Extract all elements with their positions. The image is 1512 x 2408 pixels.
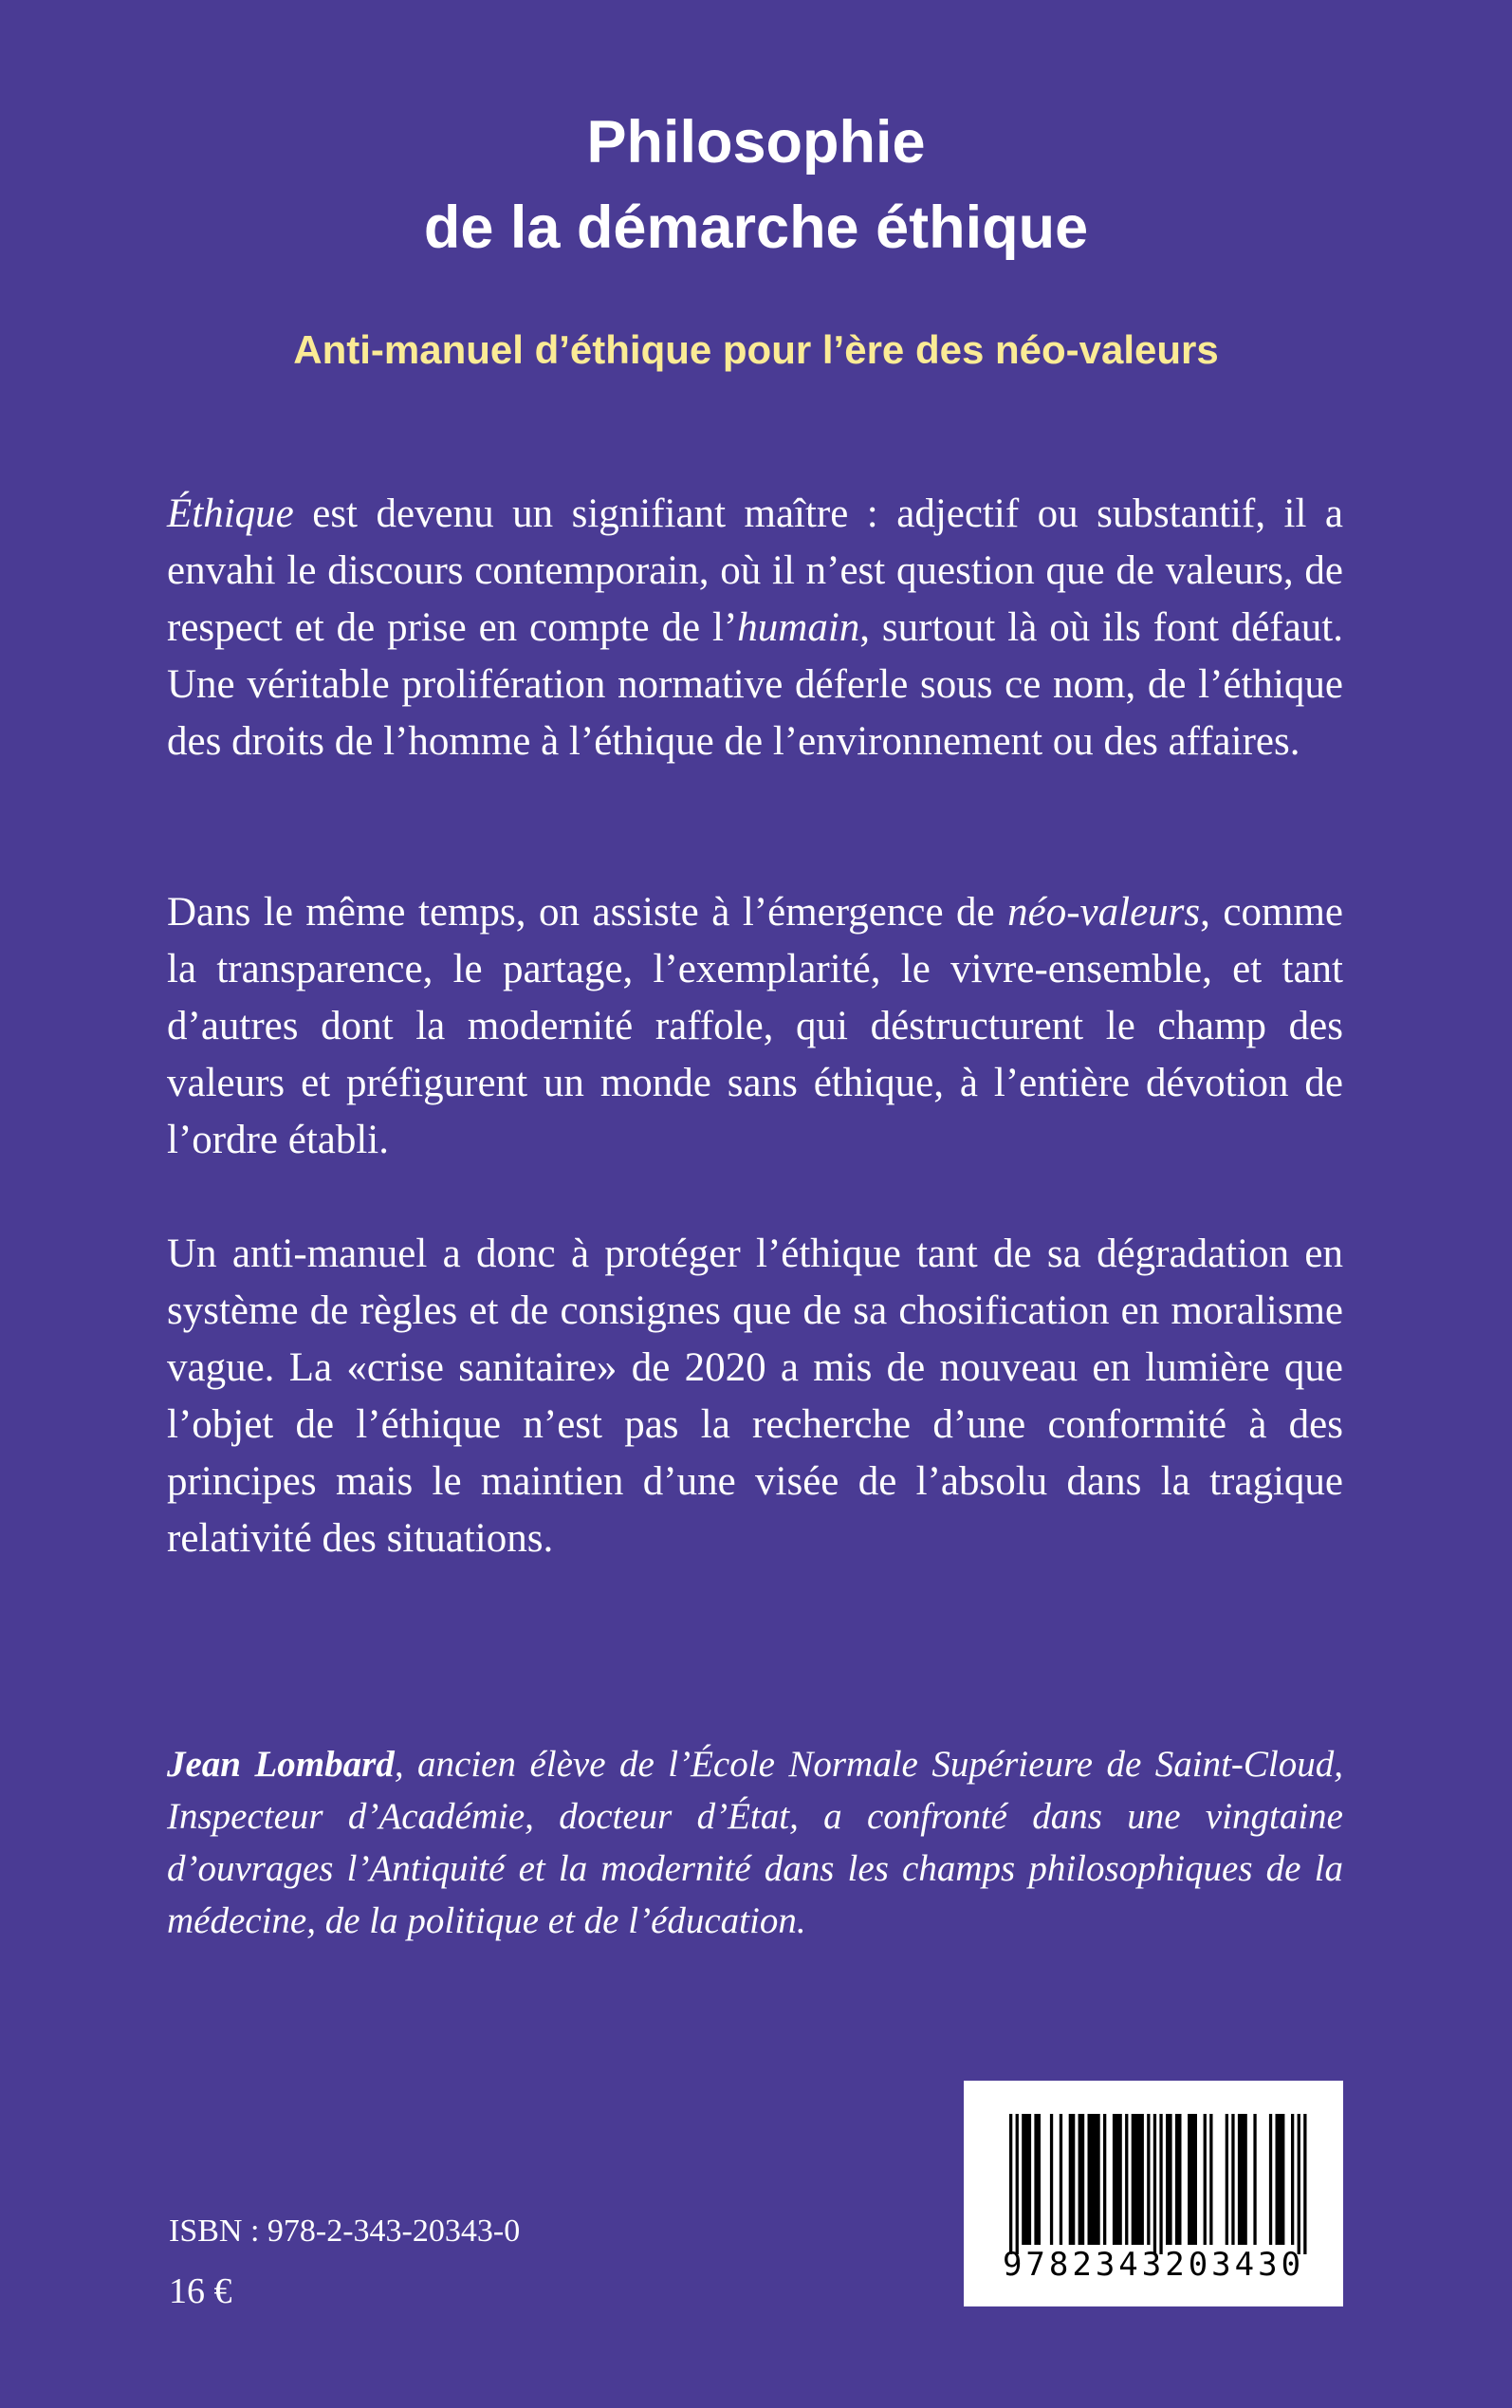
paragraph-3-text: Un anti-manuel a donc à protéger l’éthique tant de sa dégradation en système de règles et de consignes que de sa chosification en moralisme vague. La «crise sanitaire» de 2020 a mis de nouveau en lumière que l’objet de l’éthique n’est pas la recherche d’une conformité à des principes mais le maintien d’une visée de l’absolu dans la tragique relativité des situations. [167, 1232, 1343, 1561]
author-bio-text: , ancien élève de l’École Normale Supérieure de Saint-Cloud, Inspecteur d’Académie, docteur d’État, a confronté dans une vingtaine d’ouvrages l’Antiquité et la modernité dans les champs philosophiques de la médecine, de la politique et de l’éducation. [167, 1744, 1343, 1941]
paragraph-1-text-b: , surtout là où ils font défaut. Une véritable prolifération normative déferle sous ce nom, de l’éthique des droits de l’homme à l’éthique de l’environnement ou des affaires. [167, 605, 1343, 764]
barcode-bar [1147, 2114, 1150, 2245]
barcode-bar [1166, 2114, 1172, 2245]
barcode-bar [1060, 2114, 1062, 2245]
title-line-2: de la démarche éthique [423, 194, 1089, 261]
paragraph-1 [167, 486, 1343, 770]
barcode-bar [1276, 2114, 1285, 2245]
barcode-bar [1226, 2114, 1228, 2245]
barcode-bar [1132, 2114, 1144, 2245]
barcode-number: 9782343203430 [1002, 2246, 1305, 2284]
barcode-bar [1253, 2114, 1256, 2245]
paragraph-1-text-a: est devenu un signifiant maître : adjectif ou substantif, il a envahi le discours contemporain, où il n’est question que de valeurs, de respect et de prise en compte de l’ [167, 491, 1343, 650]
barcode-bar [1231, 2114, 1234, 2245]
barcode-bar [1125, 2114, 1128, 2245]
barcode-bar [1153, 2114, 1156, 2254]
author-name: Jean Lombard [167, 1744, 395, 1785]
barcode-bar [1204, 2114, 1207, 2245]
barcode-bar [1016, 2114, 1019, 2254]
paragraph-2-text-b: , comme la transparence, le partage, l’exemplarité, le vivre-ensemble, et tant d’autres dont la modernité raffole, qui déstructurent le champ des valeurs et préfigurent un monde sans éthique, à l’entière dévotion de l’ordre établi. [167, 890, 1343, 1162]
barcode-bar [1269, 2114, 1272, 2245]
price: 16 € [169, 2271, 232, 2311]
barcode-bar [1298, 2114, 1300, 2254]
subtitle: Anti-manuel d’éthique pour l’ère des néo-valeurs [293, 327, 1219, 372]
paragraph-2 [167, 884, 1343, 1169]
barcode-bar [1079, 2114, 1085, 2245]
paragraph-3 [167, 1226, 1343, 1567]
barcode [964, 2081, 1343, 2306]
barcode-bar [1159, 2114, 1162, 2254]
barcode-bar [1022, 2114, 1031, 2245]
paragraph-2-text-a: Dans le même temps, on assiste à l’émergence de [167, 890, 1008, 935]
barcode-bar [1209, 2114, 1212, 2245]
barcode-bar [1069, 2114, 1076, 2245]
paragraph-1-emphasis-humain: humain [737, 605, 860, 650]
barcode-bar [1050, 2114, 1053, 2245]
barcode-bar [1291, 2114, 1294, 2245]
barcode-bar [1103, 2114, 1106, 2245]
barcode-bar [1034, 2114, 1041, 2245]
barcode-bar [1303, 2114, 1306, 2254]
author-bio [167, 1738, 1343, 1947]
paragraph-1-emphasis-ethique: Éthique [167, 491, 294, 536]
barcode-bar [1009, 2114, 1012, 2254]
barcode-bar [1175, 2114, 1182, 2245]
barcode-bar [1188, 2114, 1197, 2245]
title-line-1: Philosophie [586, 109, 926, 176]
isbn: ISBN : 978-2-343-20343-0 [169, 2214, 521, 2249]
barcode-bar [1113, 2114, 1122, 2245]
barcode-bar [1088, 2114, 1100, 2245]
paragraph-2-emphasis-neo-valeurs: néo-valeurs [1007, 890, 1201, 935]
barcode-bar [1238, 2114, 1247, 2245]
